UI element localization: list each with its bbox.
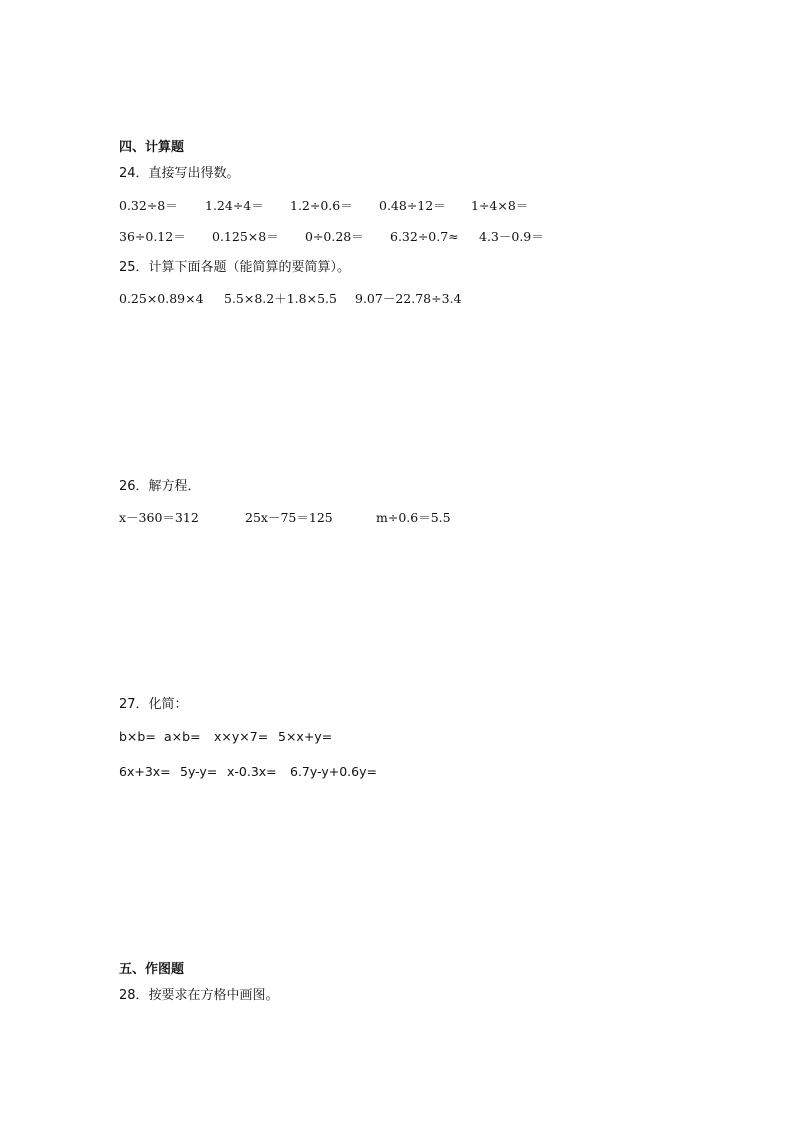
q24-row2-item-4: 6.32÷0.7≈ xyxy=(390,229,459,244)
q26-item-1: x－360＝312 xyxy=(119,510,199,525)
section-5-heading: 五、作图题 xyxy=(119,962,185,977)
q27-row2-item-1: 6x+3x= xyxy=(119,764,171,779)
q24-row2-item-2: 0.125×8＝ xyxy=(212,229,279,244)
q27-row1-item-1: b×b= xyxy=(119,729,156,744)
q24-row1-item-1: 0.32÷8＝ xyxy=(119,198,178,213)
q26-item-3: m÷0.6＝5.5 xyxy=(376,510,451,525)
q25-item-3: 9.07－22.78÷3.4 xyxy=(355,291,462,306)
question-24-prompt: 24．直接写出得数。 xyxy=(119,166,240,181)
q25-item-2: 5.5×8.2＋1.8×5.5 xyxy=(224,291,337,306)
q26-item-2: 25x－75＝125 xyxy=(245,510,333,525)
q27-row1-item-4: 5×x+y= xyxy=(278,729,333,744)
q24-row1-item-5: 1÷4×8＝ xyxy=(471,198,529,213)
q24-row1-item-4: 0.48÷12＝ xyxy=(379,198,446,213)
q27-row2-item-3: x-0.3x= xyxy=(227,764,277,779)
q27-row2-item-4: 6.7y-y+0.6y= xyxy=(290,764,377,779)
q25-item-1: 0.25×0.89×4 xyxy=(119,291,204,306)
q24-row1-item-2: 1.24÷4＝ xyxy=(205,198,264,213)
q24-row2-item-3: 0÷0.28＝ xyxy=(305,229,364,244)
question-27-prompt: 27．化简： xyxy=(119,697,188,712)
q27-row2-item-2: 5y-y= xyxy=(180,764,218,779)
q24-row2-item-1: 36÷0.12＝ xyxy=(119,229,186,244)
q24-row1-item-3: 1.2÷0.6＝ xyxy=(290,198,353,213)
question-28-prompt: 28．按要求在方格中画图。 xyxy=(119,988,279,1003)
question-26-prompt: 26．解方程． xyxy=(119,479,201,494)
section-4-heading: 四、计算题 xyxy=(119,140,185,155)
q24-row2-item-5: 4.3－0.9＝ xyxy=(479,229,544,244)
question-25-prompt: 25．计算下面各题（能简算的要简算）。 xyxy=(119,260,351,275)
q27-row1-item-2: a×b= xyxy=(164,729,201,744)
q27-row1-item-3: x×y×7= xyxy=(214,729,269,744)
